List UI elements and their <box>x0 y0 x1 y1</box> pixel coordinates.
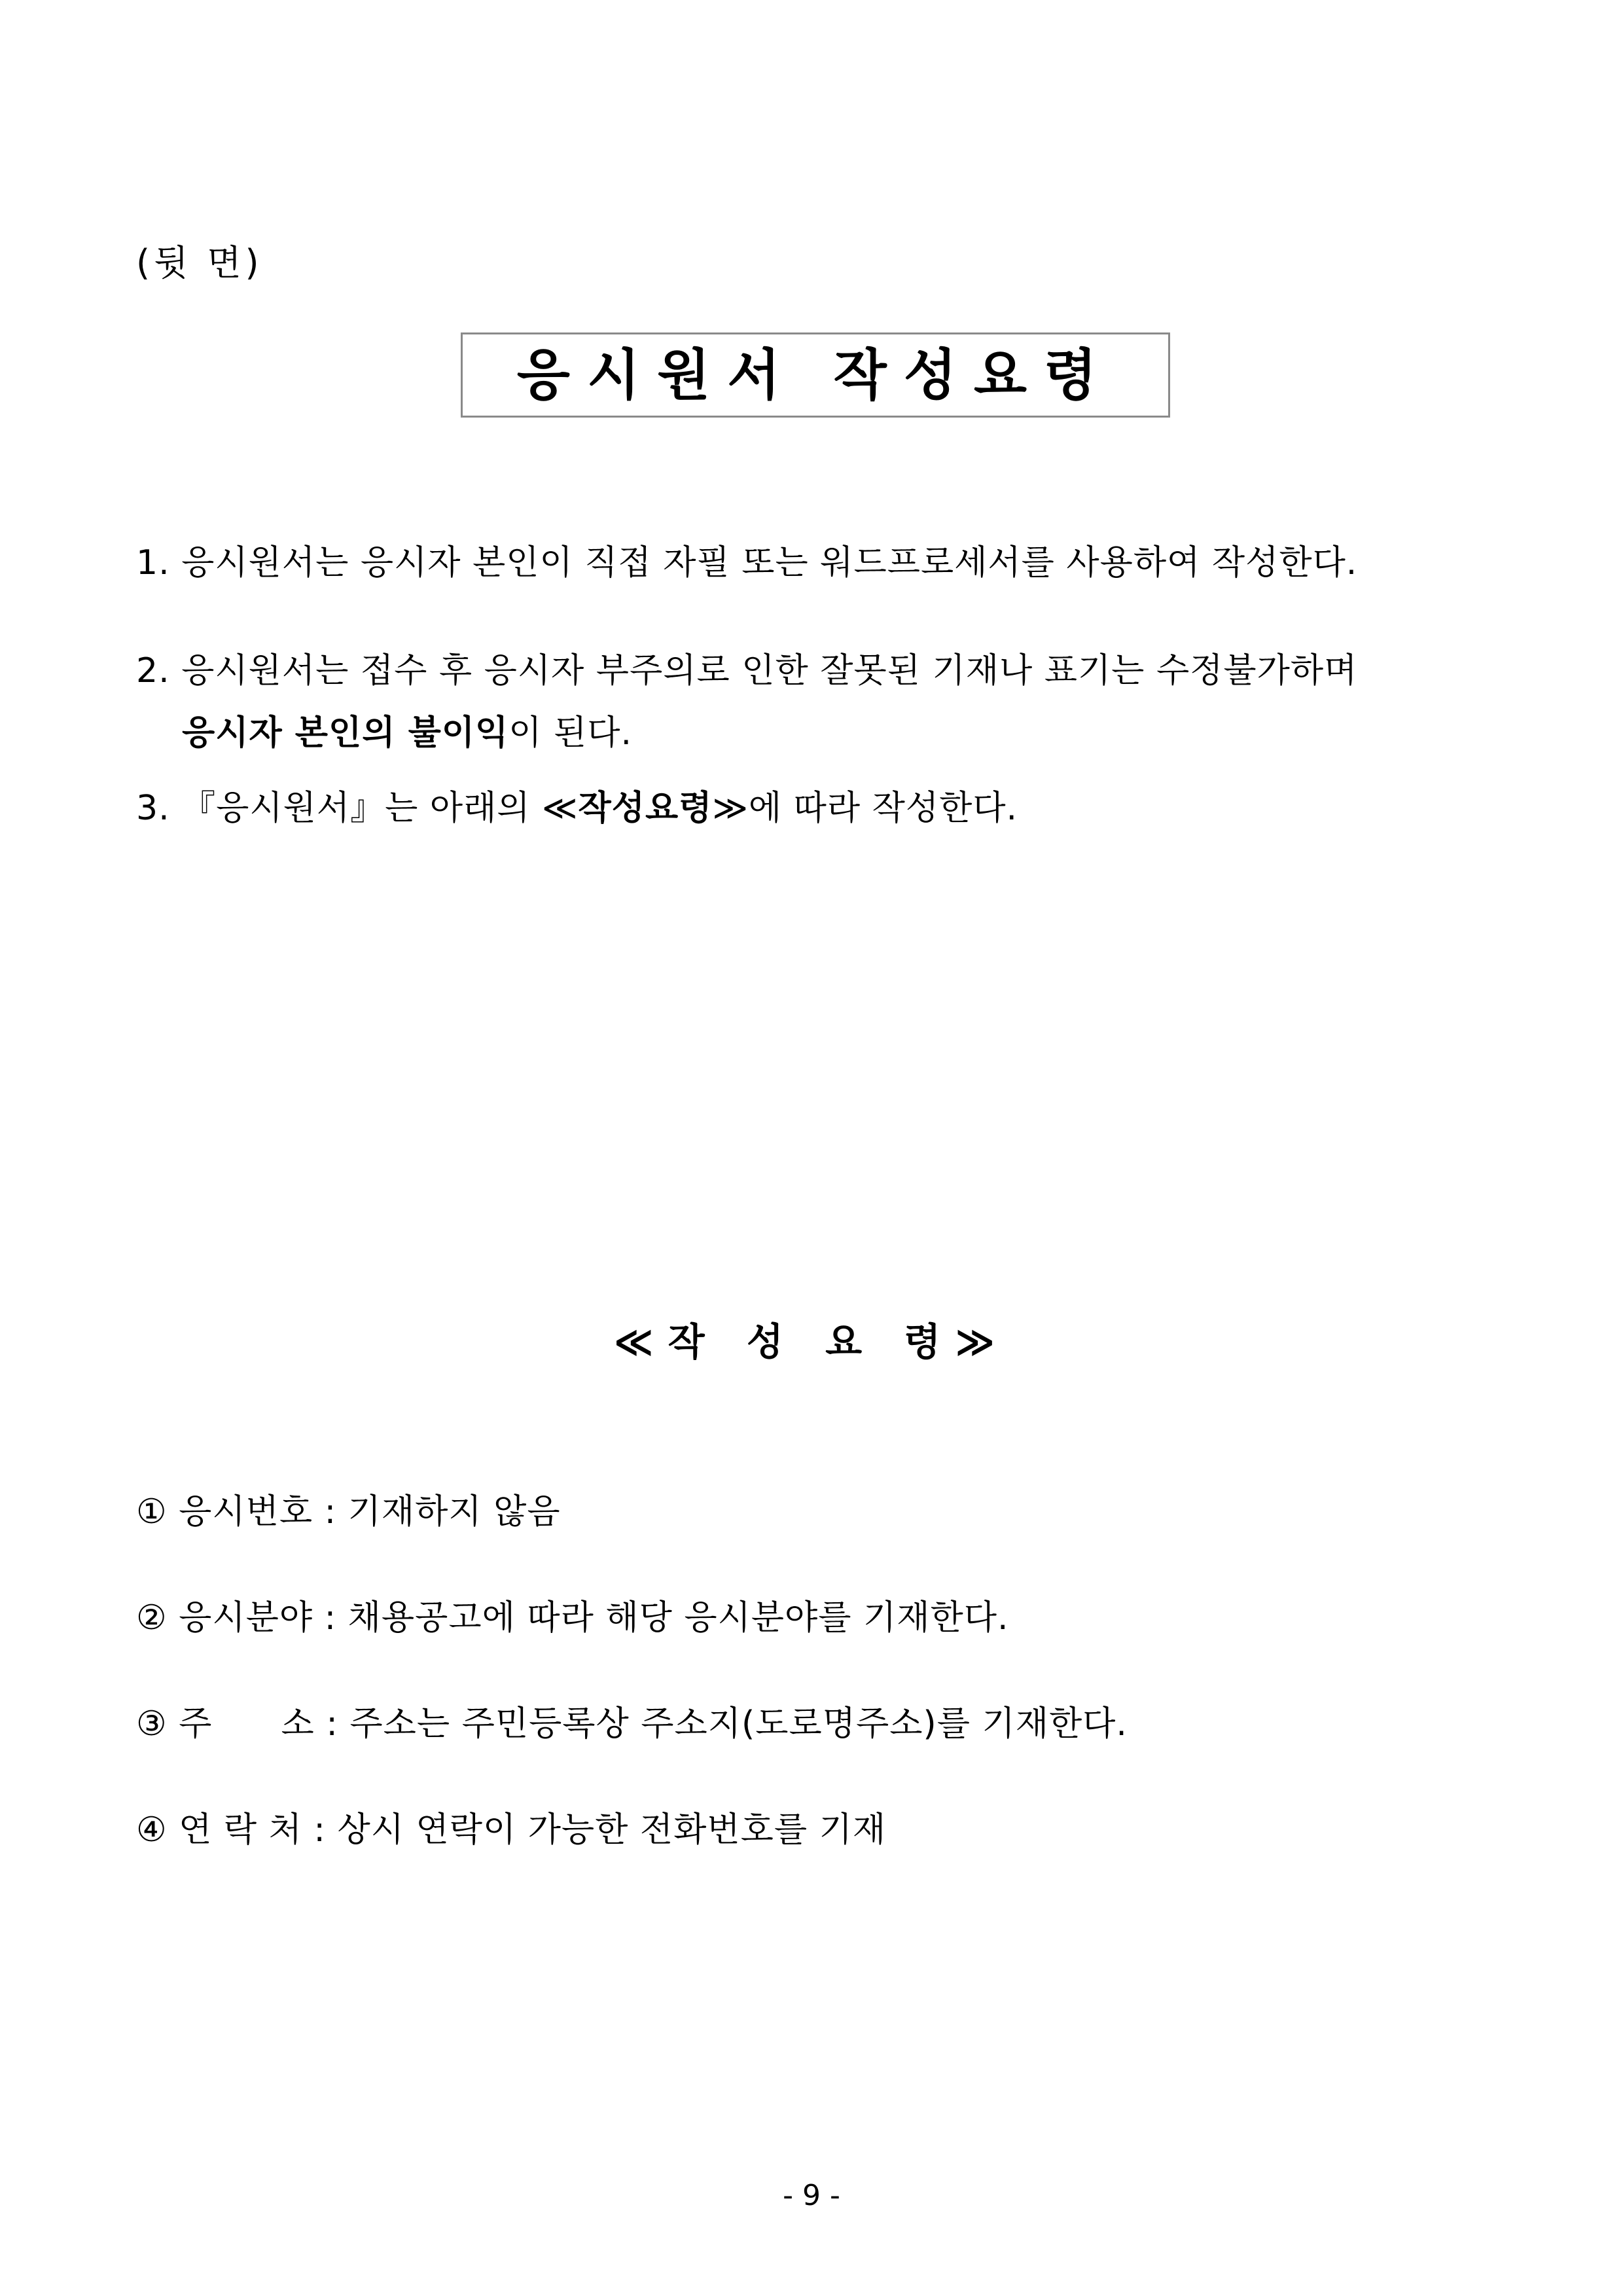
guide-item-exam-number <box>136 1486 561 1538</box>
instruction-item-3-bold: 작성요령 <box>578 789 713 828</box>
guide-item-label: ① 응시번호 : <box>136 1492 348 1532</box>
instruction-item-2-tail: 이 된다. <box>508 713 633 753</box>
instruction-item-1: 1. 응시원서는 응시자 본인이 직접 자필 또는 워드프로세서를 사용하여 작성한다. <box>136 543 1358 583</box>
guide-item-exam-field <box>136 1592 1008 1644</box>
document-title: 응시원서 작성요령 <box>516 343 1115 407</box>
instruction-item-3-prefix: 3. 『응시원서』는 아래의 ≪ <box>136 789 579 828</box>
instruction-item-2: 2. 응시원서는 접수 후 응시자 부주의로 인한 잘못된 기재나 표기는 수정불가하며 <box>136 651 1358 691</box>
title-box <box>461 332 1170 418</box>
instruction-item-2-continuation <box>182 707 632 759</box>
guide-item-label: ② 응시분야 : <box>136 1598 348 1638</box>
guide-item-text: 주소는 주민등록상 주소지(도로명주소)를 기재한다. <box>349 1704 1128 1744</box>
guide-item-label: ③ 주 소 : <box>136 1704 350 1744</box>
guide-item-text: 상시 연락이 가능한 전화번호를 기재 <box>337 1810 887 1850</box>
guide-item-contact <box>136 1804 886 1856</box>
instruction-item-3-suffix: ≫에 따라 작성한다. <box>712 789 1018 828</box>
guide-item-text: 기재하지 않음 <box>348 1492 561 1532</box>
page-number: - 9 - <box>783 2179 840 2212</box>
guide-item-address <box>136 1698 1128 1750</box>
back-side-label: (뒷 면) <box>136 242 263 283</box>
guide-section-title: ≪작 성 요 령≫ <box>613 1319 1010 1364</box>
instruction-item-2-bold: 응시자 본인의 불이익 <box>182 713 509 753</box>
instruction-item-3 <box>136 782 1018 834</box>
guide-item-label: ④ 연 락 처 : <box>136 1810 338 1850</box>
guide-item-text: 채용공고에 따라 해당 응시분야를 기재한다. <box>348 1598 1009 1638</box>
